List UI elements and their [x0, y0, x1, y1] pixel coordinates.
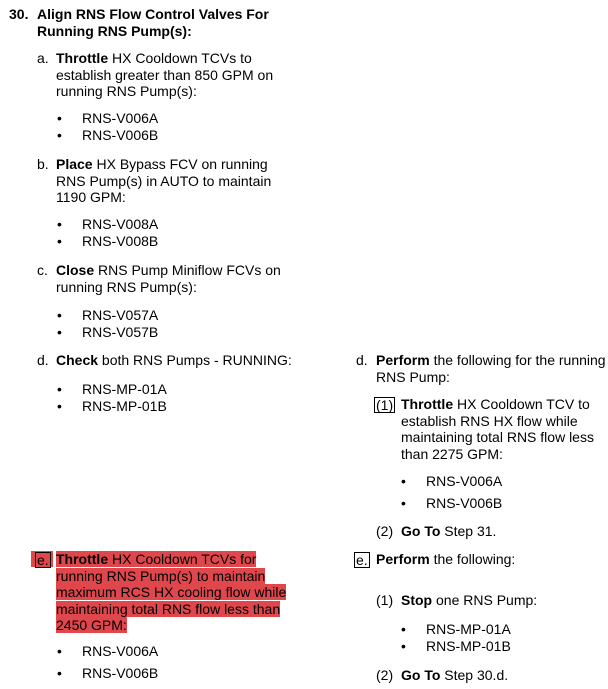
rnc-e-sub1-verb: Stop [401, 592, 433, 608]
pump-id: RNS-MP-01B [82, 398, 167, 414]
substep-b-text [56, 156, 271, 206]
bullet-icon: • [57, 665, 62, 681]
rnc-d-sub1-line1: HX Cooldown TCV to [453, 396, 590, 412]
rnc-d-sub1-line3: maintaining total RNS flow less [401, 429, 594, 445]
rnc-e-sub1-rest: one RNS Pump: [432, 592, 538, 608]
bullet-icon: • [401, 638, 406, 654]
substep-a-line1: HX Cooldown TCVs to [108, 50, 252, 66]
rnc-e-sub2-num: (2) [376, 667, 394, 683]
bullet-icon: • [57, 398, 62, 414]
step-title [37, 6, 269, 39]
step-title-line2: Running RNS Pump(s): [37, 22, 192, 39]
rnc-e-sub2-verb: Go To [401, 667, 441, 683]
bullet-icon: • [57, 110, 62, 126]
rnc-d-verb: Perform [376, 352, 430, 368]
substep-a-text [56, 50, 273, 100]
valve-id: RNS-V008A [82, 216, 159, 232]
valve-id: RNS-V057B [82, 324, 159, 340]
valve-id: RNS-V057A [82, 307, 159, 323]
valve-id: RNS-V008B [82, 233, 159, 249]
step-title-line1: Align RNS Flow Control Valves For [37, 6, 269, 22]
valve-id: RNS-V006B [82, 665, 159, 681]
rnc-d-sub2-num: (2) [376, 523, 394, 539]
substep-e-text [56, 551, 286, 634]
bullet-icon: • [401, 621, 406, 637]
bullet-icon: • [401, 495, 406, 511]
substep-d-text [56, 352, 292, 369]
valve-id: RNS-V006B [426, 495, 503, 511]
substep-d-line1: both RNS Pumps - RUNNING: [98, 352, 292, 368]
bullet-icon: • [57, 233, 62, 249]
rnc-e-letter: e. [356, 552, 368, 568]
substep-a-letter: a. [37, 50, 49, 66]
rnc-d-sub1-num: (1) [376, 397, 394, 413]
substep-a-line3: running RNS Pump(s): [56, 83, 197, 99]
step-number: 30. [9, 6, 29, 22]
valve-id: RNS-V006A [82, 110, 159, 126]
rnc-d-sub1-text [401, 396, 594, 462]
substep-b-verb: Place [56, 156, 93, 172]
rnc-e-verb: Perform [376, 551, 430, 567]
substep-b-line1: HX Bypass FCV on running [92, 156, 268, 172]
bullet-icon: • [401, 473, 406, 489]
substep-e-line1: HX Cooldown TCVs for [108, 551, 257, 567]
pump-id: RNS-MP-01A [426, 621, 511, 637]
rnc-d-line1: the following for the running [429, 352, 606, 368]
substep-b-line2: RNS Pump(s) in AUTO to maintain [56, 172, 272, 189]
substep-c-line1: RNS Pump Miniflow FCVs on [94, 262, 281, 278]
valve-id: RNS-V006B [82, 127, 159, 143]
substep-c-verb: Close [56, 262, 95, 278]
substep-c-text [56, 262, 281, 295]
substep-d-letter: d. [37, 352, 49, 368]
rnc-d-sub1-verb: Throttle [401, 396, 454, 412]
rnc-d-sub1-line4: than 2275 GPM: [401, 445, 503, 462]
substep-e-line2: running RNS Pump(s) to maintain [56, 567, 266, 584]
bullet-icon: • [57, 307, 62, 323]
valve-id: RNS-V006A [426, 473, 503, 489]
bullet-icon: • [57, 127, 62, 143]
substep-d-verb: Check [56, 352, 99, 368]
bullet-icon: • [57, 381, 62, 397]
substep-e-letter: e. [37, 552, 49, 568]
rnc-e-sub2-text [401, 667, 508, 684]
substep-c-letter: c. [37, 262, 48, 278]
substep-a-line2: establish greater than 850 GPM on [56, 66, 274, 83]
substep-e-line5: 2450 GPM: [56, 617, 127, 633]
rnc-d-text [376, 352, 606, 385]
bullet-icon: • [57, 324, 62, 340]
rnc-e-sub2-rest: Step 30.d. [440, 667, 509, 683]
rnc-e-text [376, 551, 515, 568]
substep-b-letter: b. [37, 156, 49, 172]
rnc-d-letter: d. [356, 352, 368, 368]
rnc-e-sub1-num: (1) [376, 592, 394, 608]
rnc-e-line1: the following: [429, 551, 516, 567]
substep-e-line4: maintaining total RNS flow less than [56, 600, 281, 617]
valve-id: RNS-V006A [82, 643, 159, 659]
pump-id: RNS-MP-01B [426, 638, 511, 654]
bullet-icon: • [57, 643, 62, 659]
substep-b-line3: 1190 GPM: [56, 189, 126, 205]
rnc-d-sub2-verb: Go To [401, 523, 441, 539]
pump-id: RNS-MP-01A [82, 381, 167, 397]
substep-e-verb: Throttle [56, 551, 109, 567]
substep-c-line2: running RNS Pump(s): [56, 278, 197, 295]
rnc-d-sub1-line2: establish RNS HX flow while [401, 412, 578, 429]
rnc-e-sub1-text [401, 592, 537, 609]
rnc-d-sub2-text [401, 523, 496, 540]
rnc-d-line2: RNS Pump: [376, 368, 450, 385]
substep-e-line3: maximum RCS HX cooling flow while [56, 584, 287, 600]
substep-a-verb: Throttle [56, 50, 109, 66]
rnc-d-sub2-rest: Step 31. [440, 523, 497, 539]
bullet-icon: • [57, 216, 62, 232]
